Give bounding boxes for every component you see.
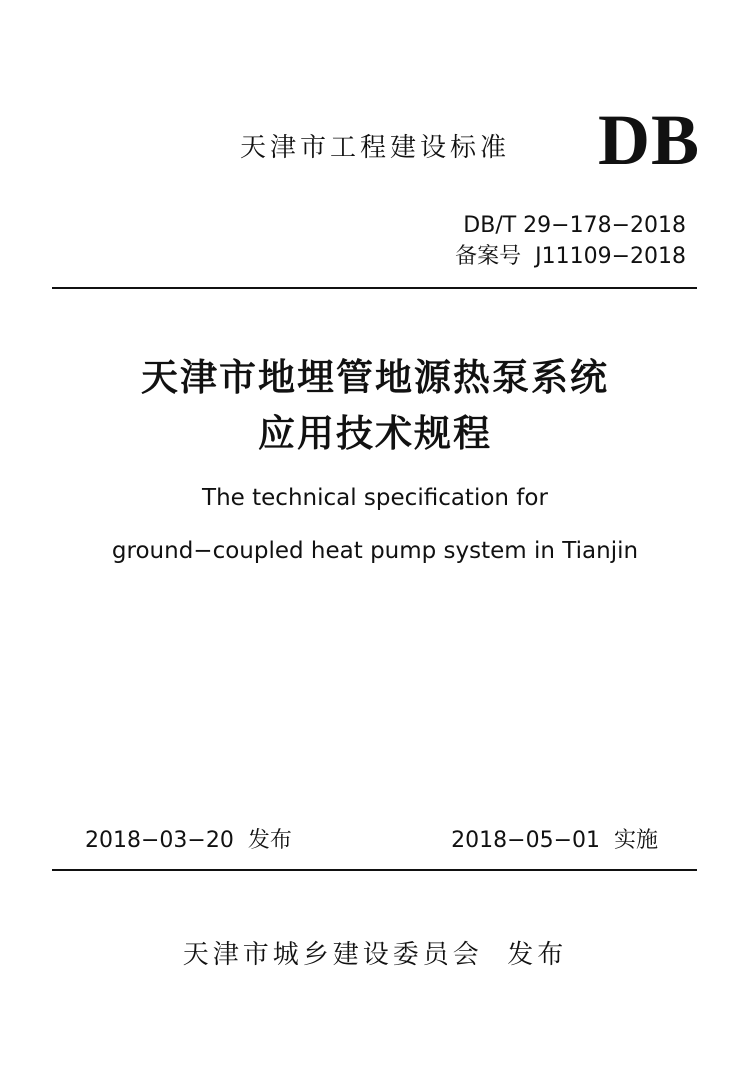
record-number: 备案号 J11109−2018 xyxy=(455,244,686,269)
standard-series-label: 天津市工程建设标准 xyxy=(240,133,511,163)
title-english-line-2: ground−coupled heat pump system in Tianjin xyxy=(111,538,639,564)
publisher-line: 天津市城乡建设委员会 发布 xyxy=(182,940,568,970)
title-chinese-line-2: 应用技术规程 xyxy=(258,412,492,455)
standard-number: DB/T 29−178−2018 xyxy=(463,213,686,238)
title-english-line-1: The technical specification for xyxy=(202,485,548,511)
top-divider xyxy=(52,287,697,289)
title-chinese-line-1: 天津市地埋管地源热泵系统 xyxy=(141,356,609,399)
implementation-date: 2018−05−01 实施 xyxy=(451,828,658,853)
bottom-divider xyxy=(52,869,697,871)
db-mark-logo: DB xyxy=(598,100,701,180)
issue-date: 2018−03−20 发布 xyxy=(85,828,292,853)
